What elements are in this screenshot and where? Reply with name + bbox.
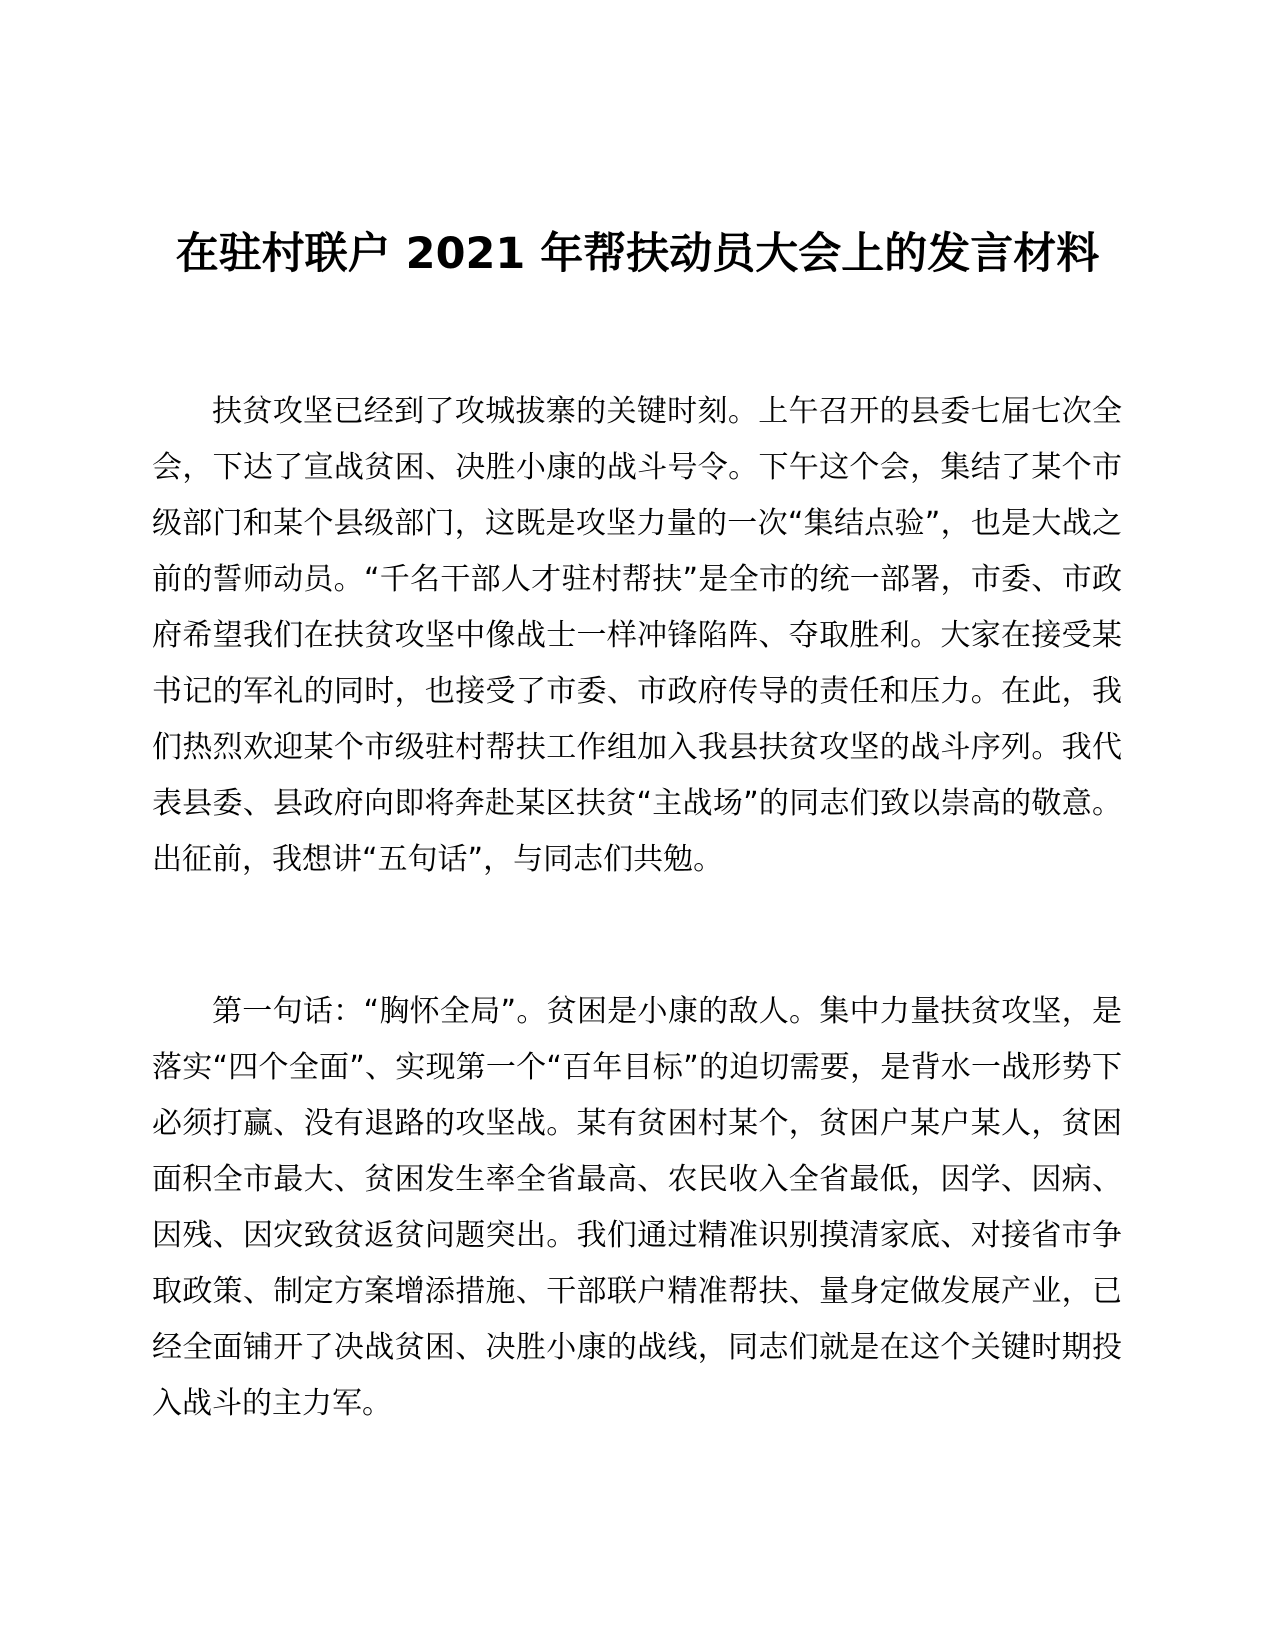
paragraph-2: 第一句话：“胸怀全局”。贫困是小康的敌人。集中力量扶贫攻坚，是落实“四个全面”、实现第一个“百年目标”的迫切需要，是背水一战形势下必须打赢、没有退路的攻坚战。某有贫困村某个，贫困户某户某人，贫困面积全市最大、贫困发生率全省最高、农民收入全省最低，因学、因病、因残、因灾致贫返贫问题突出。我们通过精准识别摸清家底、对接省市争取政策、制定方案增添措施、干部联户精准帮扶、量身定做发展产业，已经全面铺开了决战贫困、决胜小康的战线，同志们就是在这个关键时期投入战斗的主力军。 bbox=[152, 994, 1122, 1421]
document-title: 在驻村联户 2021 年帮扶动员大会上的发言材料 bbox=[175, 229, 1100, 279]
paragraph-1: 扶贫攻坚已经到了攻城拔寨的关键时刻。上午召开的县委七届七次全会，下达了宣战贫困、决胜小康的战斗号令。下午这个会，集结了某个市级部门和某个县级部门，这既是攻坚力量的一次“集结点验”，也是大战之前的誓师动员。“千名干部人才驻村帮扶”是全市的统一部署，市委、市政府希望我们在扶贫攻坚中像战士一样冲锋陷阵、夺取胜利。大家在接受某书记的军礼的同时，也接受了市委、市政府传导的责任和压力。在此，我们热烈欢迎某个市级驻村帮扶工作组加入我县扶贫攻坚的战斗序列。我代表县委、县政府向即将奔赴某区扶贫“主战场”的同志们致以崇高的敬意。出征前，我想讲“五句话”，与同志们共勉。 bbox=[152, 394, 1122, 877]
